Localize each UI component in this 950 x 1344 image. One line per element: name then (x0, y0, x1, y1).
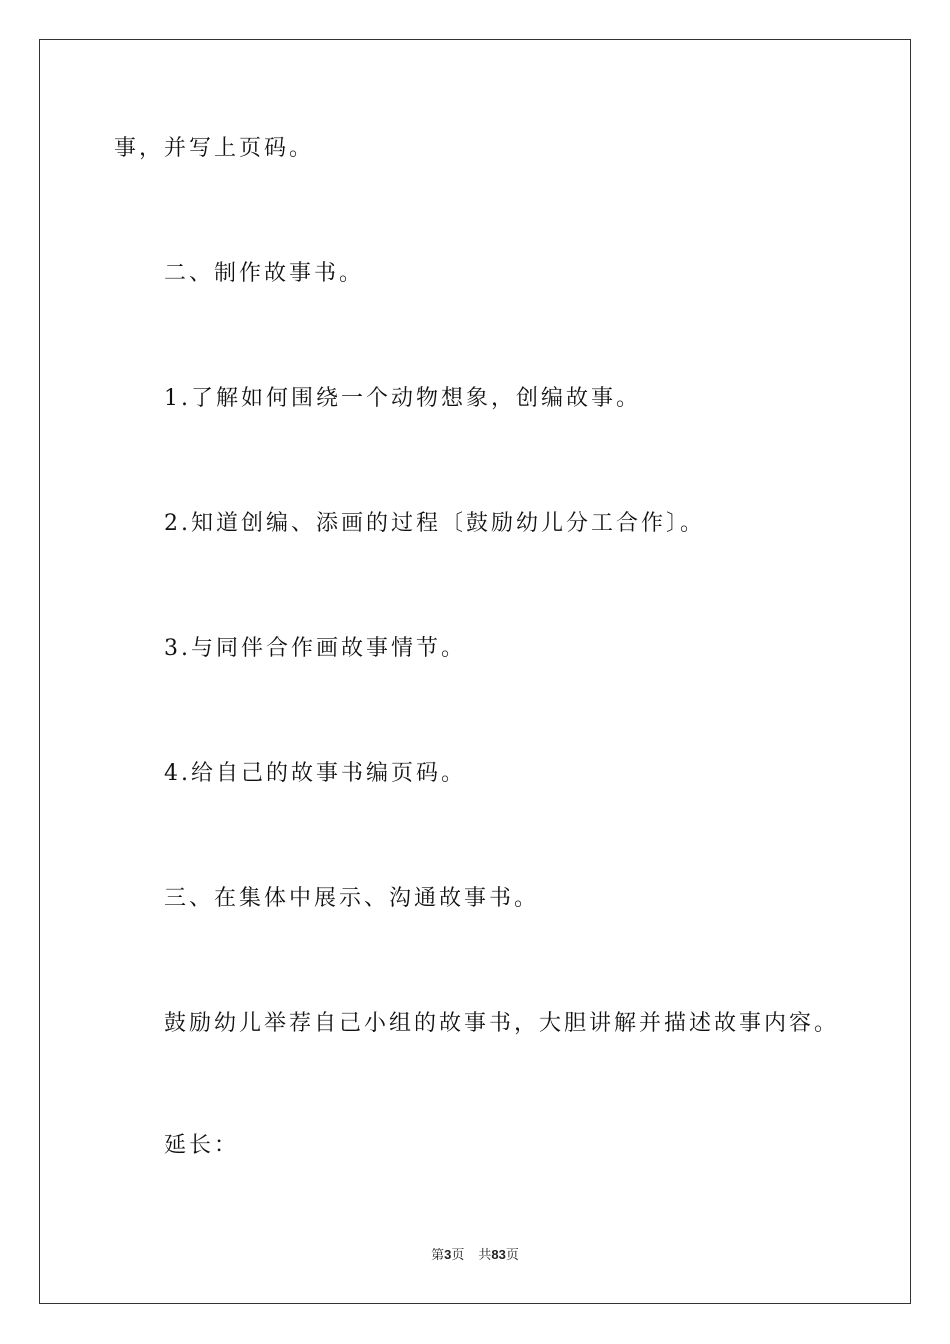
list-item-2: 2.知道创编、添画的过程〔鼓励幼儿分工合作〕。 (164, 511, 705, 536)
footer-page-number: 3 (444, 1247, 452, 1262)
footer-total-prefix: 共 (478, 1248, 492, 1263)
footer-total-pages: 83 (491, 1247, 506, 1262)
section-heading-present-storybook: 三、在集体中展示、沟通故事书。 (164, 886, 540, 911)
footer-total-suffix: 页 (505, 1248, 519, 1263)
paragraph-extension: 延长： (164, 1133, 240, 1158)
footer-page-prefix: 第 (431, 1248, 445, 1263)
page-border (39, 39, 911, 1304)
paragraph-encourage: 鼓励幼儿举荐自己小组的故事书，大胆讲解并描述故事内容。 (164, 1011, 840, 1036)
section-heading-make-storybook: 二、制作故事书。 (164, 261, 365, 286)
paragraph-continuation: 事，并写上页码。 (114, 136, 315, 161)
footer-page-suffix: 页 (451, 1248, 465, 1263)
list-item-4: 4.给自己的故事书编页码。 (164, 761, 466, 786)
list-item-1: 1.了解如何围绕一个动物想象，创编故事。 (164, 386, 641, 411)
page-footer (0, 1246, 950, 1265)
list-item-3: 3.与同伴合作画故事情节。 (164, 636, 466, 661)
